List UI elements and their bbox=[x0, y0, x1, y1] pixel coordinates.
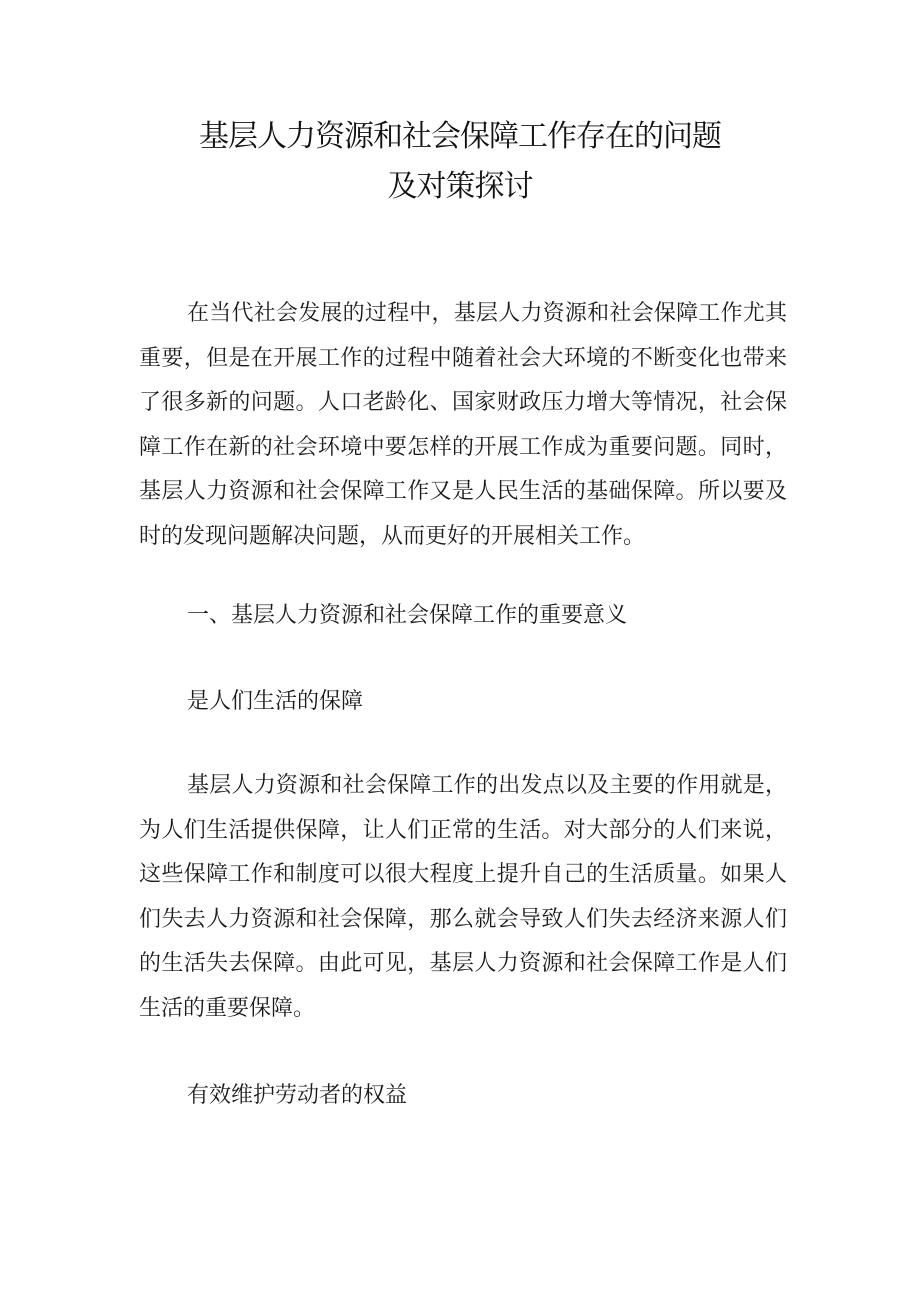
subsection-2-heading: 有效维护劳动者的权益 bbox=[187, 1083, 408, 1108]
subsection-1-paragraph: 基层人力资源和社会保障工作的出发点以及主要的作用就是，为人们生活提供保障，让人们正常的生活。对大部分的人们来说，这些保障工作和制度可以很大程度上提升自己的生活质量。如果人们失去人力资源和社会保障，那么就会导致人们失去经济来源人们的生活失去保障。由此可见，基层人力资源和社会保障工作是人们生活的重要保障。 bbox=[139, 773, 787, 1021]
title-line-1: 基层人力资源和社会保障工作存在的问题 bbox=[199, 119, 721, 154]
subsection-1-heading: 是人们生活的保障 bbox=[187, 689, 364, 714]
document-title bbox=[140, 112, 780, 212]
section-1-heading: 一、基层人力资源和社会保障工作的重要意义 bbox=[187, 603, 628, 628]
title-line-2: 及对策探讨 bbox=[387, 169, 533, 204]
intro-paragraph: 在当代社会发展的过程中，基层人力资源和社会保障工作尤其重要，但是在开展工作的过程中随着社会大环境的不断变化也带来了很多新的问题。人口老龄化、国家财政压力增大等情况，社会保障工作在新的社会环境中要怎样的开展工作成为重要问题。同时，基层人力资源和社会保障工作又是人民生活的基础保障。所以要及时的发现问题解决问题，从而更好的开展相关工作。 bbox=[139, 301, 787, 549]
